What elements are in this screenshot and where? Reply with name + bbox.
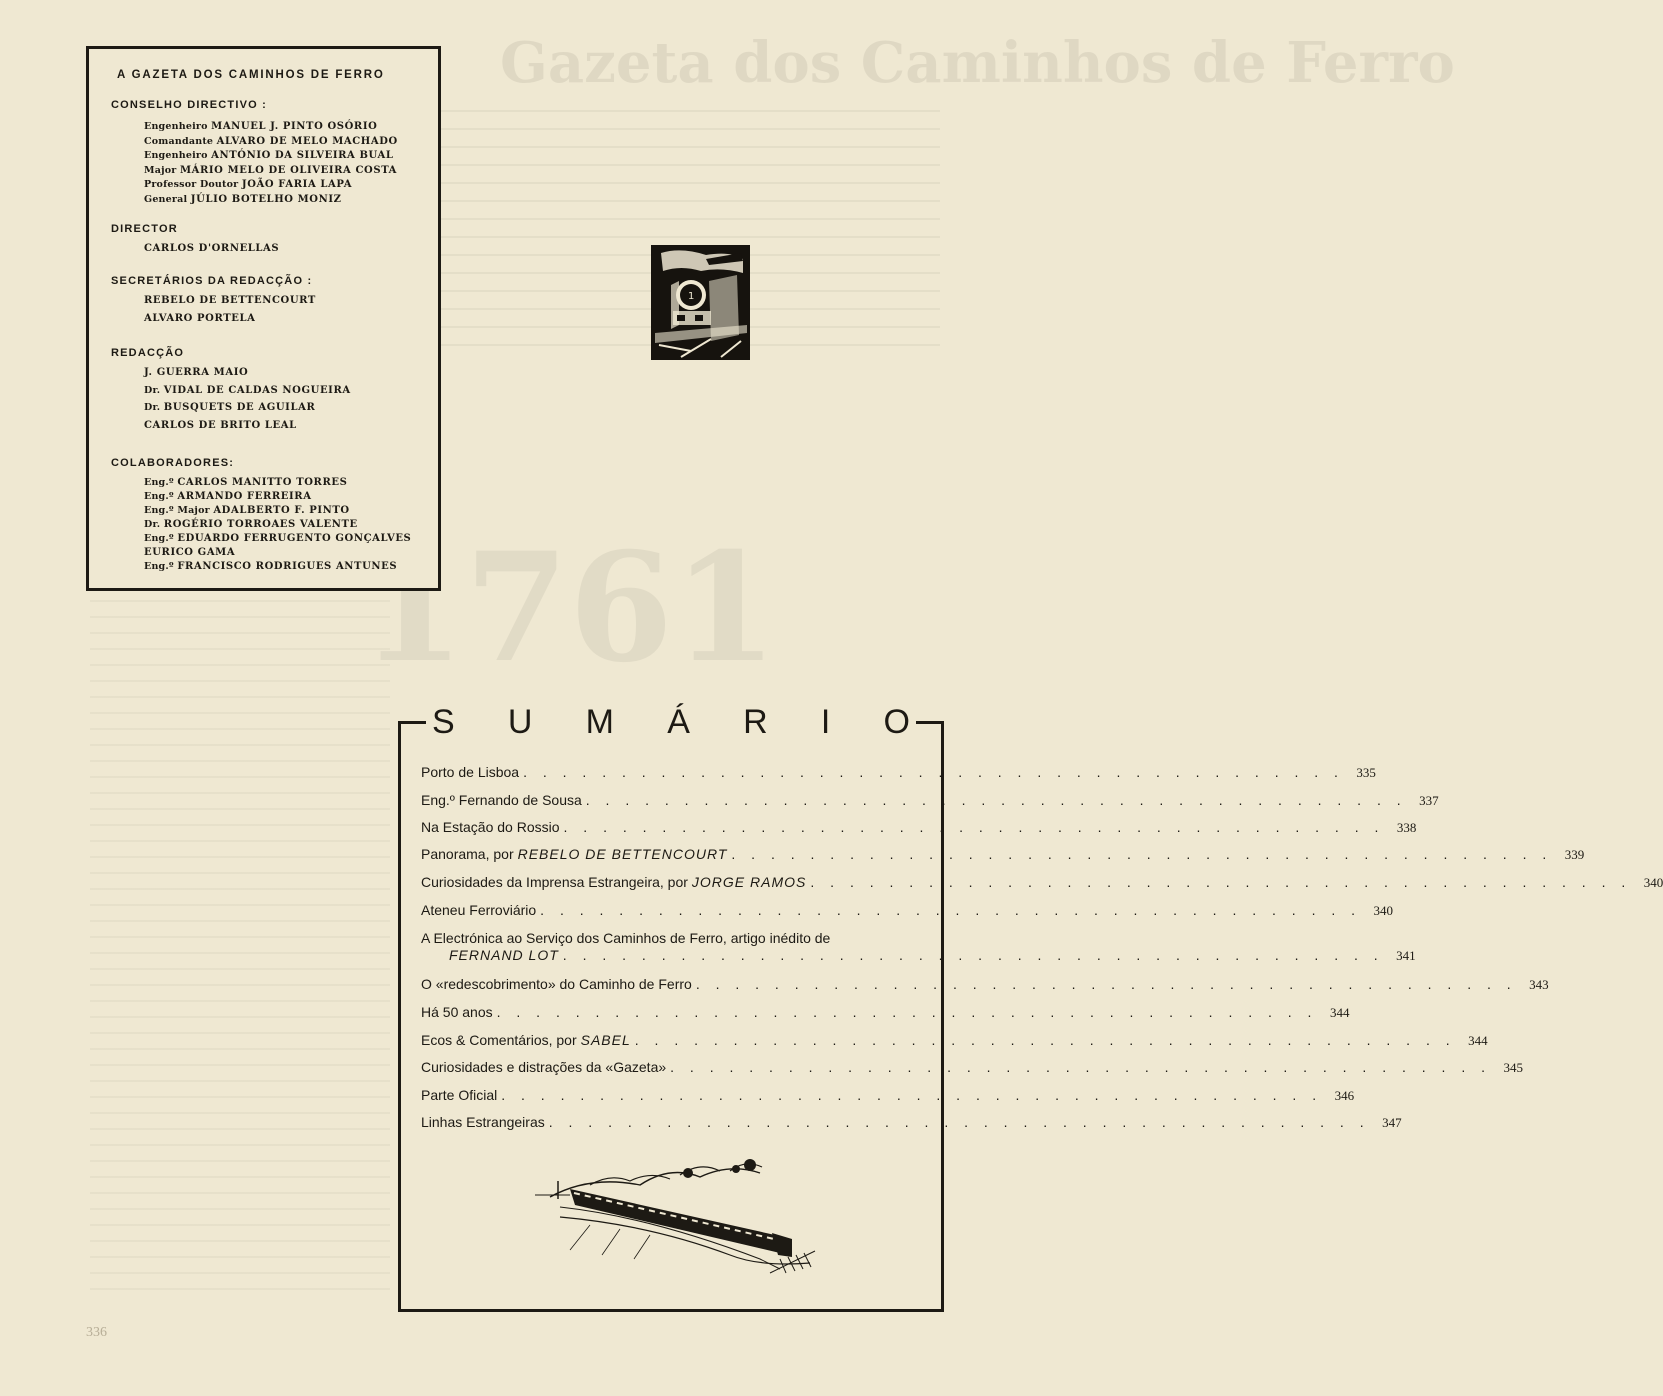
masthead-staff-line	[144, 150, 394, 161]
staff-name: J. GUERRA MAIO	[144, 367, 249, 378]
staff-name: ALVARO PORTELA	[144, 313, 256, 324]
masthead-staff-line	[144, 295, 316, 306]
masthead-staff-line	[144, 367, 248, 378]
toc-entry-title: Eng.º Fernando de Sousa	[421, 792, 582, 808]
toc-page-number: 335	[1356, 765, 1376, 780]
staff-title: Dr.	[144, 384, 164, 396]
masthead-staff-line	[144, 561, 397, 572]
masthead-title: A GAZETA DOS CAMINHOS DE FERRO	[117, 69, 385, 81]
toc-entry	[421, 819, 1417, 843]
summary-title-letter: S	[432, 702, 455, 741]
toc-leader-dots: . . . . . . . . . . . . . . . . . . . . . . . . . . . . . . . . . . . . . . . . . .	[563, 819, 1385, 835]
masthead-staff-line	[144, 547, 235, 558]
toc-page-number: 345	[1503, 1060, 1523, 1075]
masthead-section-heading: SECRETÁRIOS DA REDACÇÃO :	[111, 275, 313, 287]
toc-leader-dots: . . . . . . . . . . . . . . . . . . . . . . . . . . . . . . . . . . . . . . . . . .	[585, 792, 1407, 808]
toc-page-number: 344	[1329, 1005, 1350, 1020]
masthead-box	[86, 46, 441, 591]
masthead-staff-line	[144, 179, 352, 190]
staff-name: VIDAL DE CALDAS NOGUEIRA	[163, 384, 351, 396]
masthead-staff-line	[144, 491, 312, 502]
masthead-staff-line	[144, 194, 342, 205]
toc-page-number: 341	[1396, 948, 1416, 963]
toc-entry-title: Parte Oficial	[421, 1087, 498, 1103]
toc-page-number: 340	[1373, 903, 1394, 918]
toc-entry-title: Curiosidades e distrações da «Gazeta»	[421, 1059, 667, 1075]
staff-title: Professor Doutor	[144, 179, 242, 190]
staff-title: Eng.º	[144, 491, 178, 502]
summary-title-letter: U	[507, 702, 533, 741]
staff-name: JOÃO FARIA LAPA	[241, 179, 353, 190]
toc-entry-author: JORGE RAMOS	[691, 874, 807, 890]
staff-name: CARLOS D'ORNELLAS	[144, 243, 280, 254]
staff-name: CARLOS MANITTO TORRES	[177, 477, 348, 488]
masthead-staff-line	[144, 519, 358, 530]
masthead-section-heading: DIRECTOR	[111, 223, 178, 235]
masthead-staff-line	[144, 505, 350, 516]
staff-title: Comandante	[144, 135, 217, 147]
toc-entry	[421, 1114, 1402, 1138]
summary-title-letter: M	[585, 702, 614, 741]
masthead-staff-line	[144, 121, 377, 132]
staff-name: MANUEL J. PINTO OSÓRIO	[211, 121, 378, 132]
staff-title: Eng.º	[144, 477, 178, 488]
showthrough-band-lower	[90, 600, 390, 1300]
toc-page-number: 344	[1468, 1033, 1488, 1048]
toc-page-number: 347	[1382, 1115, 1402, 1130]
toc-leader-dots: . . . . . . . . . . . . . . . . . . . . . . . . . . . . . . . . . . . . . . . . . .	[548, 1114, 1370, 1130]
staff-name: ANTÓNIO DA SILVEIRA BUAL	[211, 150, 394, 161]
staff-title: Eng.º	[144, 561, 178, 572]
toc-leader-dots: . . . . . . . . . . . . . . . . . . . . . . . . . . . . . . . . . . . . . . . . . .	[496, 1004, 1318, 1020]
toc-leader-dots: . . . . . . . . . . . . . . . . . . . . . . . . . . . . . . . . . . . . . . . . . .	[634, 1032, 1456, 1048]
toc-entry-title: Porto de Lisboa	[421, 764, 520, 780]
staff-title: Eng.º Major	[144, 505, 214, 516]
masthead-staff-line	[144, 243, 279, 254]
staff-name: ADALBERTO F. PINTO	[213, 505, 350, 516]
toc-entry	[421, 792, 1439, 816]
toc-entry	[421, 1059, 1523, 1083]
masthead-staff-line	[144, 165, 397, 176]
staff-title: Major	[144, 164, 180, 176]
staff-title: Engenheiro	[144, 121, 212, 132]
staff-title: Engenheiro	[144, 150, 212, 161]
toc-leader-dots: . . . . . . . . . . . . . . . . . . . . . . . . . . . . . . . . . . . . . . . . . .	[562, 947, 1384, 963]
train-sketch-illustration	[530, 1155, 820, 1275]
toc-entry	[421, 874, 1663, 898]
toc-page-number: 338	[1396, 820, 1417, 835]
masthead-staff-line	[144, 313, 255, 324]
staff-title: Dr.	[144, 402, 164, 413]
toc-leader-dots: . . . . . . . . . . . . . . . . . . . . . . . . . . . . . . . . . . . . . . . . . .	[695, 976, 1517, 992]
staff-name: EDUARDO FERRUGENTO GONÇALVES	[177, 533, 412, 544]
staff-title: Dr.	[144, 519, 164, 530]
toc-entry-title: Na Estação do Rossio	[421, 819, 560, 835]
masthead-staff-line	[144, 477, 347, 488]
showthrough-number: 1761	[360, 520, 778, 696]
masthead-staff-line	[144, 420, 297, 431]
toc-leader-dots: . . . . . . . . . . . . . . . . . . . . . . . . . . . . . . . . . . . . . . . . . .	[501, 1087, 1323, 1103]
summary-title-letter: R	[743, 702, 768, 741]
toc-entry-author: SABEL	[580, 1032, 631, 1048]
masthead-section-heading: CONSELHO DIRECTIVO :	[111, 99, 268, 111]
toc-entry	[421, 947, 1416, 971]
summary-title-letter: O	[883, 702, 910, 741]
toc-entry	[421, 1004, 1350, 1028]
toc-page-number: 337	[1419, 793, 1439, 808]
staff-name: REBELO DE BETTENCOURT	[144, 295, 316, 306]
toc-leader-dots: . . . . . . . . . . . . . . . . . . . . . . . . . . . . . . . . . . . . . . . . . .	[670, 1059, 1491, 1075]
toc-entry	[421, 902, 1394, 926]
staff-name: ALVARO DE MELO MACHADO	[216, 135, 398, 147]
staff-title: General	[144, 193, 191, 205]
toc-entry-author: REBELO DE BETTENCOURT	[517, 846, 728, 862]
svg-text:1: 1	[688, 291, 695, 302]
toc-page-number: 346	[1334, 1088, 1355, 1103]
toc-entry-title: O «redescobrimento» do Caminho de Ferro	[421, 976, 692, 992]
staff-name: ROGÉRIO TORROAES VALENTE	[163, 519, 358, 530]
masthead-staff-line	[144, 136, 398, 147]
toc-leader-dots: . . . . . . . . . . . . . . . . . . . . . . . . . . . . . . . . . . . . . . . . . .	[810, 874, 1632, 890]
staff-name: CARLOS DE BRITO LEAL	[144, 419, 297, 431]
toc-entry	[421, 1087, 1355, 1111]
locomotive-woodcut-illustration	[651, 245, 750, 360]
toc-entry	[421, 976, 1549, 1000]
toc-leader-dots: . . . . . . . . . . . . . . . . . . . . . . . . . . . . . . . . . . . . . . . . . .	[540, 902, 1362, 918]
staff-name: EURICO GAMA	[144, 547, 236, 558]
toc-page-number: 340	[1643, 875, 1663, 890]
showthrough-masthead: Gazeta dos Caminhos de Ferro	[500, 30, 1455, 96]
toc-page-number: 339	[1564, 847, 1585, 862]
summary-title-letter: Á	[667, 702, 690, 741]
toc-entry	[421, 764, 1376, 788]
toc-entry-title: Curiosidades da Imprensa Estrangeira, por	[421, 874, 688, 890]
staff-name: JÚLIO BOTELHO MONIZ	[190, 193, 342, 205]
toc-entry-title: Panorama, por	[421, 846, 514, 862]
toc-page-number: 343	[1529, 977, 1549, 992]
toc-entry	[421, 1032, 1488, 1056]
masthead-staff-line	[144, 402, 315, 413]
staff-title: Eng.º	[144, 533, 178, 544]
toc-entry-title: Linhas Estrangeiras	[421, 1114, 545, 1130]
masthead-staff-line	[144, 385, 351, 396]
toc-entry-title: Ecos & Comentários, por	[421, 1032, 577, 1048]
masthead-section-heading: COLABORADORES:	[111, 457, 235, 469]
staff-name: BUSQUETS DE AGUILAR	[163, 402, 316, 413]
toc-leader-dots: . . . . . . . . . . . . . . . . . . . . . . . . . . . . . . . . . . . . . . . . . .	[523, 764, 1344, 780]
page-number-showthrough: 336	[86, 1325, 107, 1340]
toc-entry-title: A Electrónica ao Serviço dos Caminhos de Ferro, artigo inédito de	[421, 930, 831, 946]
masthead-staff-line	[144, 533, 411, 544]
summary-title-letter: I	[820, 702, 831, 741]
toc-leader-dots: . . . . . . . . . . . . . . . . . . . . . . . . . . . . . . . . . . . . . . . . . .	[731, 846, 1553, 862]
toc-entry	[421, 846, 1585, 870]
toc-entry-author: FERNAND LOT	[449, 947, 559, 963]
toc-entry-title: Ateneu Ferroviário	[421, 902, 537, 918]
masthead-section-heading: REDACÇÃO	[111, 347, 185, 359]
staff-name: FRANCISCO RODRIGUES ANTUNES	[177, 561, 398, 572]
staff-name: ARMANDO FERREIRA	[177, 491, 312, 502]
toc-entry-title: Há 50 anos	[421, 1004, 493, 1020]
staff-name: MÁRIO MELO DE OLIVEIRA COSTA	[179, 164, 398, 176]
